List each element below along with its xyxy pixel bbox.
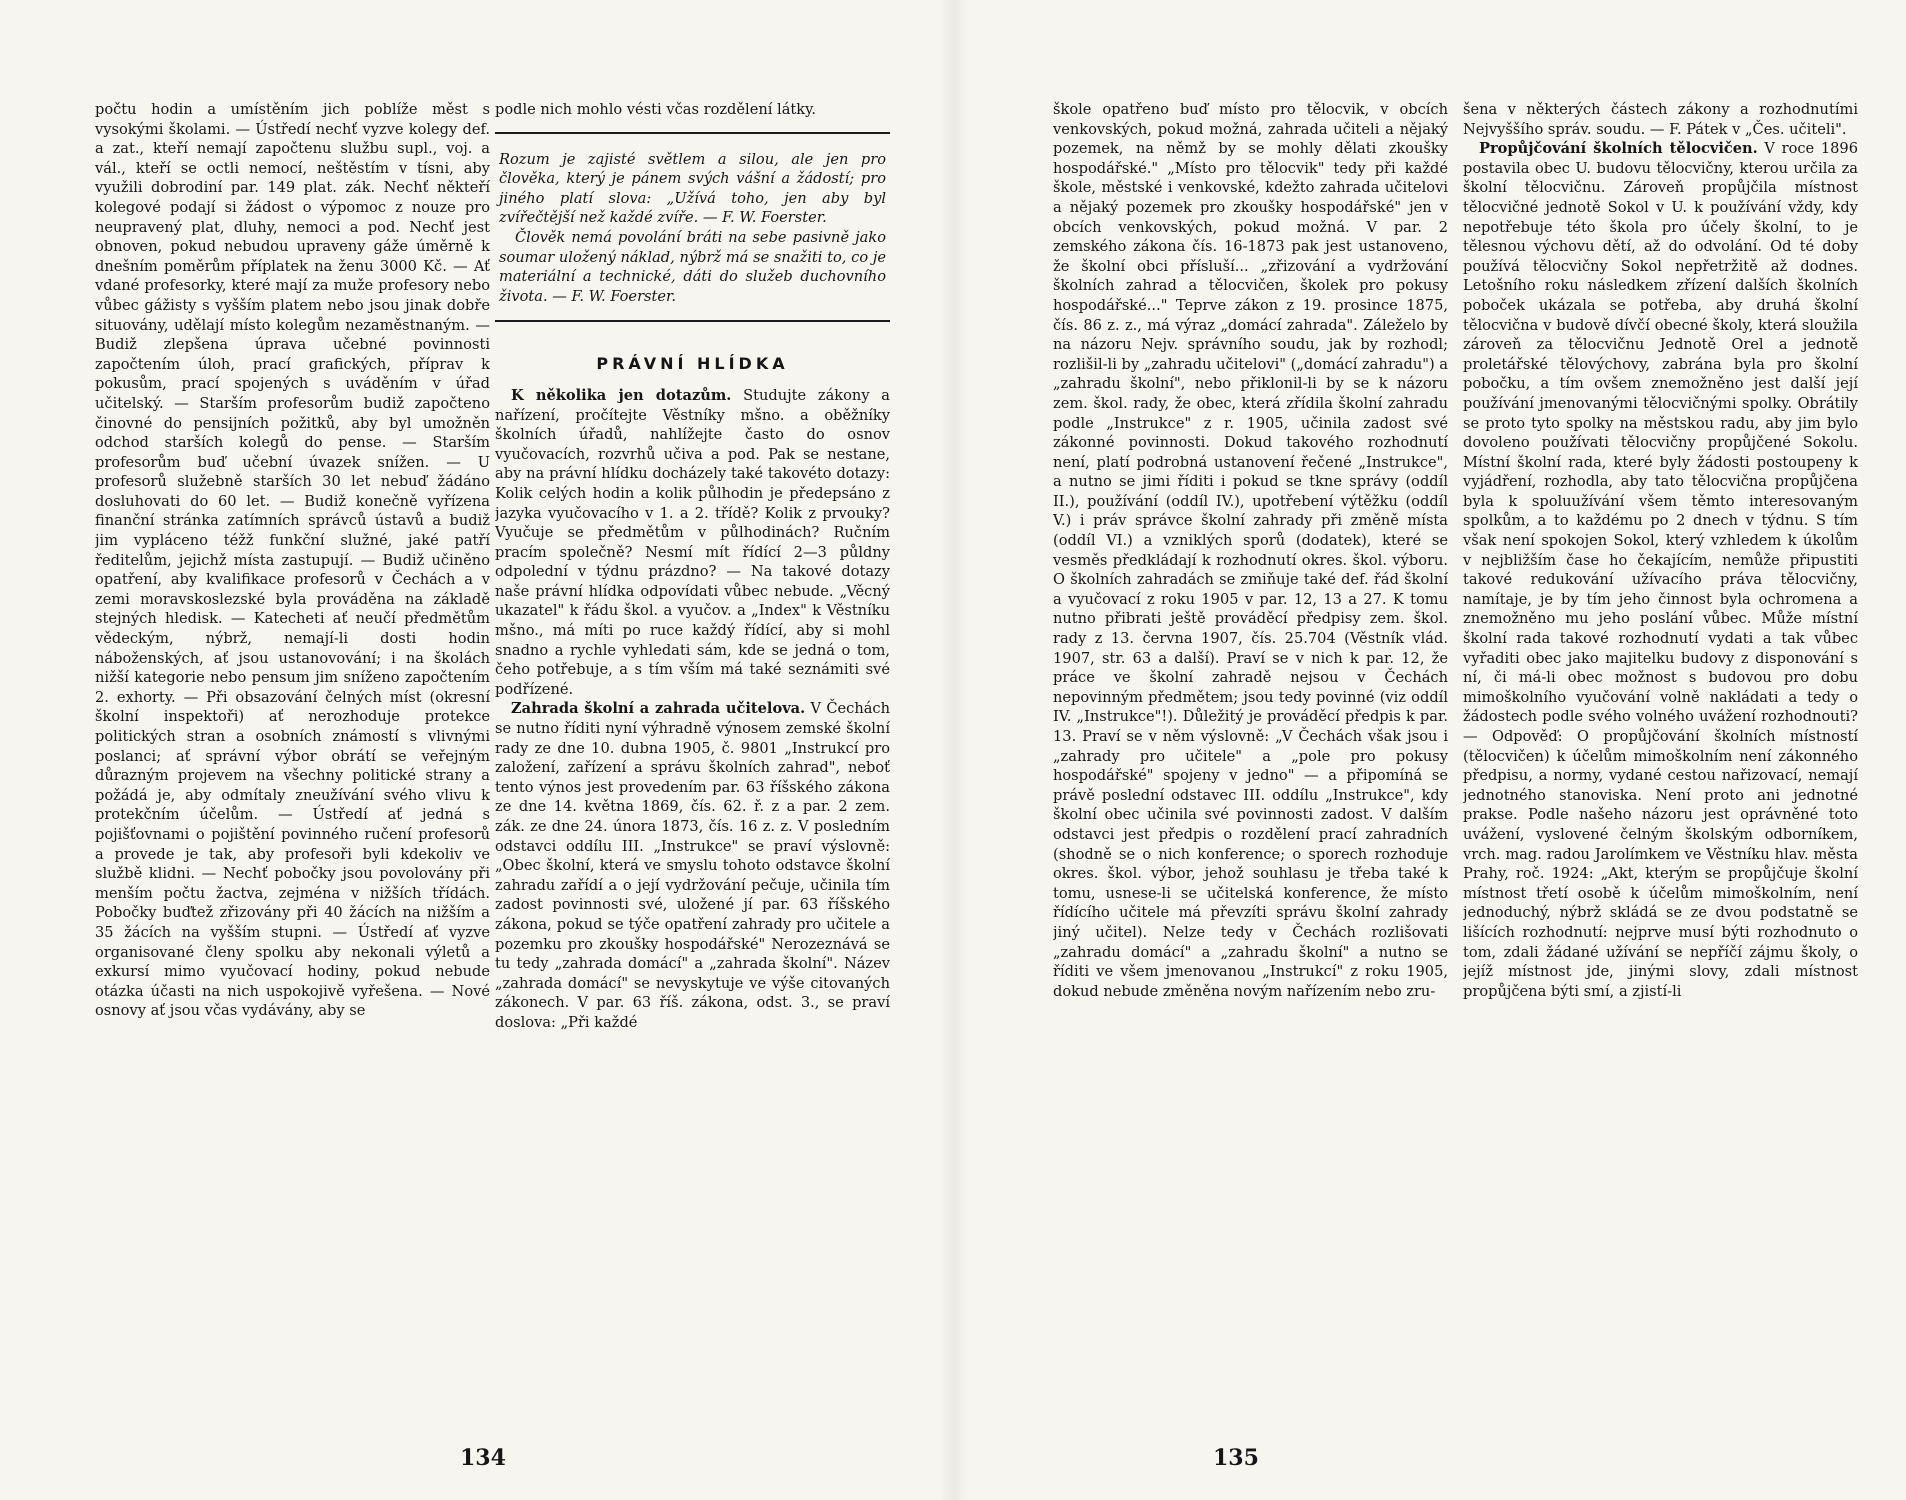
right-col2-intro: šena v některých částech zákony a rozhodnutími Nejvyššího správ. soudu. — F. Pátek v „Čes. učiteli". — [1463, 101, 1858, 138]
quote-1: Rozum je zajisté světlem a silou, ale jen pro člověka, který je pánem svých vášní a žádostí; pro jiného platí slova: „Užívá toho, jen aby byl zvířečtější než každé zvíře. — F. W. Foerster. — [499, 150, 886, 227]
left-col2-intro: podle nich mohlo vésti včas rozdělení látky. — [495, 101, 817, 118]
page-number-left: 134 — [460, 1445, 506, 1471]
right-column-2 — [1463, 100, 1858, 1445]
para-dotazy: Studujte zákony a nařízení, pročítejte Věstníky mšno. a oběžníky školních úřadů, nahlížejte často do osnov vyučovacích, rozvrhů učiva a pod. Pak se nestane, aby na právní hlídku docházely také takovéto dotazy: Kolik celých hodin a kolik půlhodin je předepsáno z jazyka vyučovacího v 1. a 2. třídě? Kolik z prvouky? Vyučuje se předmětům v půlhodinách? Ručním pracím společně? Nesmí mít řídící 2—3 půldny odpolední v týdnu prázdno? — Na takové dotazy naše právní hlídka odpovídati vůbec nebude. „Věcný ukazatel" k řádu škol. a vyučov. a „Index" k Věstníku mšno., má míti po ruce každý řídící, aby si mohl snadno a rychle vyhledati sám, kde se jedná o tom, čeho potřebuje, a s tím vším má také seznámiti své podřízené. — [495, 386, 890, 698]
section-heading: PRÁVNÍ HLÍDKA — [596, 354, 789, 374]
para-telocvicny: V roce 1896 postavila obec U. budovu tělocvičny, kterou určila za školní tělocvičnu. Zároveň propůjčila místnost tělocvičné jednotě Sokol v U. k používání vždy, kdy nepotřebuje této škola pro účely školní, to je tělesnou výchovu dětí, až do odvolání. Od té doby používá tělocvičny Sokol nepřetržitě až dodnes. Letošního roku následkem zřízení dalších školních poboček ukázala se potřeba, aby druhá školní tělocvična v budově dívčí obecné školy, která sloužila zároveň za tělocvičnu Jednotě Orel a jednotě proletářské tělovýchovy, zabrána byla pro školní pobočku, a tím ovšem znemožněno jest další její používání jmenovanými tělocvičnými spolky. Obrátily se proto tyto spolky na městskou radu, aby jim bylo dovoleno používati tělocvičny propůjčené Sokolu. Místní školní rada, které byly žádosti postoupeny k vyjádření, rozhodla, aby tato tělocvična propůjčena byla k spoluužívání všem těmto interesovaným spolkům, a to každému po 2 dnech v týdnu. S tím však není spokojen Sokol, který vzhledem k úkolům v nejbližším čase ho čekajícím, nemůže připustiti takové redukování užívacího práva tělocvičny, namítaje, je by tím jeho činnost byla ochromena a znemožněno mu jeho poslání vůbec. Může místní školní rada takové rozhodnutí vydati a tak vůbec vyřaditi obec jako majitelku budovy z disponování s ní, či má-li obec možnost s budovou pro dobu mimoškolního vyučování volně nakládati a tedy o žádostech podle svého volného uvážení rozhodnouti? — Odpověď: O propůjčování školních místností (tělocvičen) k účelům mimoškolním není zákonného předpisu, a normy, vydané cestou nařizovací, nemají jednotného stanoviska. Není proto ani jednotné prakse. Podle našeho názoru jest oprávněné toto uvážení, vyslovené čelným školským odborníkem, vrch. mag. radou Jarolímkem ve Věstníku hlav. města Prahy, roč. 1924: „Akt, kterým se propůjčuje školní místnost třetí osobě k účelům mimoškolním, není jednoduchý, nýbrž skládá se ze dvou podstatně se lišících rozhodnutí: nejprve musí býti rozhodnuto o tom, zdali žádané užívání se nepříčí zájmu školy, o jejíž místnost jde, jinými slovy, zdali místnost propůjčena býti smí, a zjistí-li — [1463, 140, 1858, 1000]
para-zahrada: V Čechách se nutno říditi nyní výhradně výnosem zemské školní rady ze dne 10. dubna 1905, č. 9801 „Instrukcí pro založení, zařízení a správu školních zahrad", neboť tento výnos jest provedením par. 63 říšského zákona ze dne 14. května 1869, čís. 62. ř. z a par. 2 zem. zák. ze dne 24. února 1873, čís. 16 z. z. V posledním odstavci oddílu III. „Instrukce" se praví výslovně: „Obec školní, která ve smyslu tohoto odstavce školní zahradu zařídí a o její vydržování pečuje, učinila tím zadost povinnosti své, uložené jí par. 63 říšského zákona, pokud se týče opatření zahrady pro učitele a pozemku pro zkoušky hospodářské" Nerozeznává se tu tedy „zahrada domácí" a „zahrada školní". Název „zahrada domácí" se nevyskytuje ve výše citovaných zákonech. V par. 63 říš. zákona, odst. 3., se praví doslova: „Při každé — [495, 700, 890, 1031]
left-column-2 — [495, 100, 890, 1430]
quote-2: Člověk nemá povolání bráti na sebe pasivně jako soumar uložený náklad, nýbrž má se snažiti to, co je materiální a technické, dáti do služeb duchovního života. — F. W. Foerster. — [499, 228, 886, 305]
quote-box — [495, 132, 890, 323]
subhead-telocvicny: Propůjčování školních tělocvičen. — [1479, 140, 1758, 158]
subhead-zahrada: Zahrada školní a zahrada učitelova. — [511, 700, 806, 718]
right-col1-text: škole opatřeno buď místo pro tělocvik, v obcích venkovských, pokud možná, zahrada učiteli a nějaký pozemek, na němž by se mohly dělati zkoušky hospodářské." „Místo pro tělocvik" tedy při každé škole, městské i venkovské, kdežto zahrada učitelovi a nějaký pozemek pro zkoušky hospodářské" jen v obcích venkovských, pokud možná. V par. 2 zemského zákona čís. 16-1873 pak jest ustanoveno, že školní obci přísluší... „zřizování a vydržování školních zahrad a tělocvičen, školek pro pokusy hospodářské..." Teprve zákon z 19. prosince 1875, čís. 86 z. z., má výraz „domácí zahrada". Záleželo by na názoru Nejv. správního soudu, jak by rozhodl; rozlišil-li by „zahradu učitelovi" („domácí zahradu") a „zahradu školní", nebo přiklonil-li by se k názoru zem. škol. rady, že obec, která zřídila školní zahradu podle „Instrukce" z r. 1905, učinila zadost své zákonné povinnosti. Dokud takového rozhodnutí není, platí podrobná ustanovení řečené „Instrukce", a nutno se jimi říditi i pokud se tkne správy (oddíl II.), používání (oddíl IV.), upotřebení výtěžku (oddíl V.) i práv správce školní zahrady při změně místa (oddíl VI.) a vzniklých sporů (dodatek), které se vesměs předkládají k rozhodnutí okres. škol. výboru. O školních zahradách se zmiňuje také def. řád školní a vyučovací z roku 1905 v par. 12, 13 a 27. K tomu nutno přibrati ještě prováděcí předpisy zem. škol. rady z 13. června 1907, čís. 25.704 (Věstník vlád. 1907, str. 63 a další). Praví se v nich k par. 12, že práce ve školní zahradě nejsou v Čechách nepovinným předmětem; jsou tedy povinné (viz oddíl IV. „Instrukce"!). Důležitý je prováděcí předpis k par. 13. Praví se v něm výslovně: „V Čechách však jsou i „zahrady pro učitele" a „pole pro pokusy hospodářské" spojeny v jedno" — a připomíná se právě poslední odstavec III. oddílu „Instrukce", kdy školní obec učinila své povinnosti zadost. V dalším odstavci jest předpis o rozdělení prací zahradních (shodně se o nich konference; o sporech rozhoduje okres. škol. výbor, jehož souhlasu je třeba také k tomu, usnese-li se učitelská konference, že místo řídícího učitele má převzíti správu školní zahrady jiný učitel). Nelze tedy v Čechách rozlišovati „zahradu domácí" a „zahradu školní" a nutno se říditi ve všem jmenovanou „Instrukcí" z roku 1905, dokud nebude změněna novým nařízením nebo zru- — [1053, 101, 1448, 1000]
left-col1-text: počtu hodin a umístěním jich poblíže měst s vysokými školami. — Ústředí nechť vyzve kolegy def. a zat., kteří nemají započtenu službu supl., voj. a vál., kteří se octli nemocí, neštěstím v tísni, aby využili dobrodiní par. 149 plat. zák. Nechť někteří kolegové podají si žádost o výpomoc z nouze pro neupravený plat, dluhy, nemoci a pod. Nechť jest obnoven, pokud nebudou upraveny gáže úměrně k dnešním poměrům příplatek na ženu 3000 Kč. — Ať vdané profesorky, které mají za muže profesory nebo vůbec gážisty s vyšším platem nebo jsou jinak dobře situovány, udělají místo kolegům nezaměstnaným. — Budiž zlepšena úprava učebné povinnosti započtením úloh, prací grafických, příprav k pokusům, prací spojených s uváděním v úřad učitelský. — Starším profesorům budiž započteno činovné do pensijních požitků, aby byl umožněn odchod starších kolegů do pense. — Starším profesorům buď učební úvazek snížen. — U profesorů služebně starších 30 let nebuď žádáno dosluhovati do 60 let. — Budiž konečně vyřízena finanční stránka zatímních správců ústavů a budiž jim vypláceno téžž funkční služné, jaké patří ředitelům, jejichž místa zastupují. — Budiž učiněno opatření, aby kvalifikace profesorů v Čechách a v zemi moravskoslezské byla prováděna na základě stejných hledisk. — Katecheti ať neučí předmětům vědeckým, nýbrž, nemají-li dosti hodin náboženských, ať jsou ustanovování; i na školách nižší kategorie nebo pensum jim sníženo započtením 2. exhorty. — Při obsazování čelných míst (okresní školní inspektoři) ať nerozhoduje protekce politických stran a osobních známostí s vlivnými poslanci; ať správní výbor obrátí se veřejným důrazným projevem na všechny politické strany a požádá je, aby odmítaly zneužívání svého vlivu k protekčním účelům. — Ústředí ať jedná s pojišťovnami o pojištění povinného ručení profesorů a provede je tak, aby profesoři byli kdekoliv ve službě klidni. — Nechť pobočky jsou povolovány při menším počtu žactva, zejména v nižších třídách. Pobočky buďtež zřizovány při 40 žácích na nižším a 35 žácích na vyšším stupni. — Ústředí ať vyzve organisované členy spolku aby nekonali výletů a exkursí mimo vyučovací hodiny, pokud nebude otázka účasti na nich uspokojivě vyřešena. — Nové osnovy ať jsou včas vydávány, aby se — [95, 101, 490, 1020]
left-column-1 — [95, 100, 490, 1440]
page-number-right: 135 — [1213, 1445, 1259, 1471]
subhead-dotazy: K několika jen dotazům. — [511, 386, 732, 404]
right-column-1 — [1053, 100, 1448, 1445]
right-page — [953, 0, 1906, 1500]
